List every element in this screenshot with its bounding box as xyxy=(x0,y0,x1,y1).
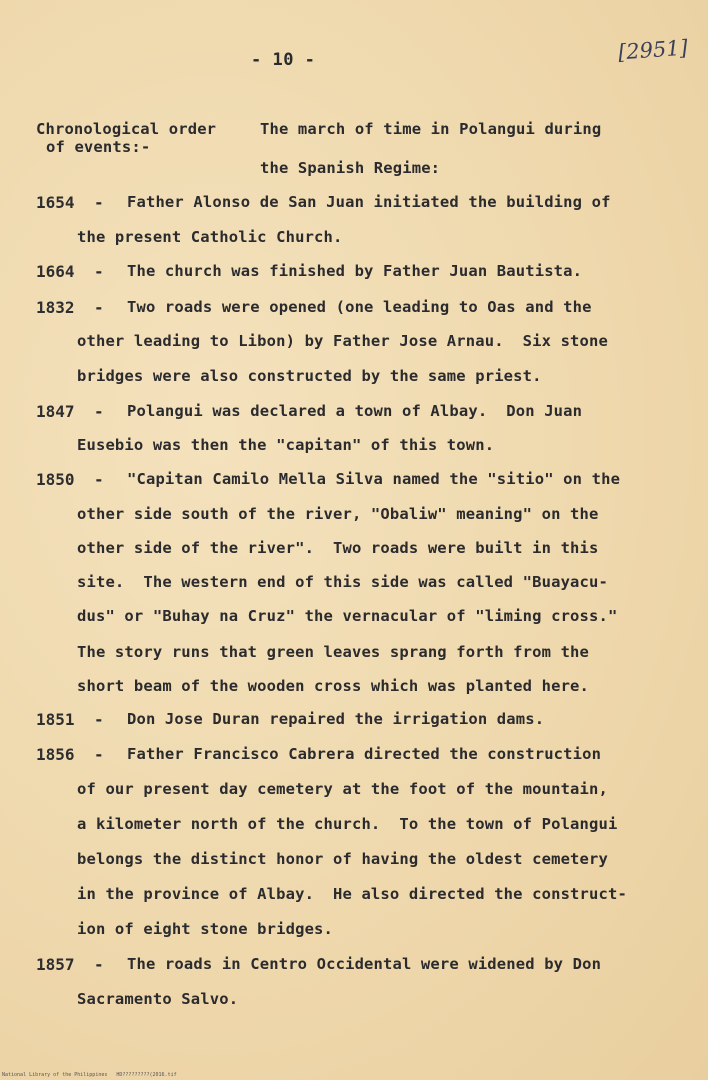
entry-line: Eusebio was then the "capitan" of this town. xyxy=(77,436,495,454)
right-heading-line-1: The march of time in Polangui during xyxy=(260,120,602,138)
entry-dash: - xyxy=(94,710,104,729)
entry-line: Don Jose Duran repaired the irrigation dams. xyxy=(127,710,545,728)
entry-line: a kilometer north of the church. To the town of Polangui xyxy=(77,815,618,833)
entry-line: Sacramento Salvo. xyxy=(77,990,239,1008)
entry-line: Polangui was declared a town of Albay. Don Juan xyxy=(127,402,583,420)
entry-line: dus" or "Buhay na Cruz" the vernacular of "liming cross." xyxy=(77,607,618,625)
entry-year: 1654 xyxy=(36,193,75,212)
entry-year: 1851 xyxy=(36,710,75,729)
entry-line: Father Alonso de San Juan initiated the building of xyxy=(127,193,611,211)
left-heading-line-1: Chronological order xyxy=(36,120,217,138)
scan-footer: National Library of the Philippines HD?????????(2016.tif xyxy=(2,1072,177,1078)
entry-dash: - xyxy=(94,298,104,317)
entry-year: 1850 xyxy=(36,470,75,489)
entry-year: 1664 xyxy=(36,262,75,281)
entry-dash: - xyxy=(94,262,104,281)
entry-line: "Capitan Camilo Mella Silva named the "sitio" on the xyxy=(127,470,621,488)
entry-line: short beam of the wooden cross which was planted here. xyxy=(77,677,590,695)
entry-line: bridges were also constructed by the same priest. xyxy=(77,367,542,385)
entry-line: the present Catholic Church. xyxy=(77,228,343,246)
page-number: - 10 - xyxy=(251,50,316,70)
entry-dash: - xyxy=(94,193,104,212)
entry-dash: - xyxy=(94,955,104,974)
archive-reference-handwritten: [2951] xyxy=(617,35,689,65)
entry-dash: - xyxy=(94,402,104,421)
entry-line: other side south of the river, "Obaliw" meaning" on the xyxy=(77,505,599,523)
entry-year: 1832 xyxy=(36,298,75,317)
entry-line: The roads in Centro Occidental were widened by Don xyxy=(127,955,602,973)
entry-line: Father Francisco Cabrera directed the construction xyxy=(127,745,602,763)
entry-line: of our present day cemetery at the foot of the mountain, xyxy=(77,780,608,798)
entry-line: site. The western end of this side was called "Buayacu- xyxy=(77,573,608,591)
entry-year: 1856 xyxy=(36,745,75,764)
entry-line: The story runs that green leaves sprang forth from the xyxy=(77,643,590,661)
entry-dash: - xyxy=(94,470,104,489)
entry-line: in the province of Albay. He also directed the construct- xyxy=(77,885,627,903)
entry-line: other leading to Libon) by Father Jose Arnau. Six stone xyxy=(77,332,608,350)
right-heading-line-2: the Spanish Regime: xyxy=(260,159,441,177)
entry-line: belongs the distinct honor of having the oldest cemetery xyxy=(77,850,608,868)
entry-year: 1847 xyxy=(36,402,75,421)
entry-line: ion of eight stone bridges. xyxy=(77,920,334,938)
left-heading-line-2: of events:- xyxy=(46,138,151,156)
entry-year: 1857 xyxy=(36,955,75,974)
entry-line: The church was finished by Father Juan Bautista. xyxy=(127,262,583,280)
entry-dash: - xyxy=(94,745,104,764)
entry-line: Two roads were opened (one leading to Oas and the xyxy=(127,298,592,316)
entry-line: other side of the river". Two roads were built in this xyxy=(77,539,599,557)
